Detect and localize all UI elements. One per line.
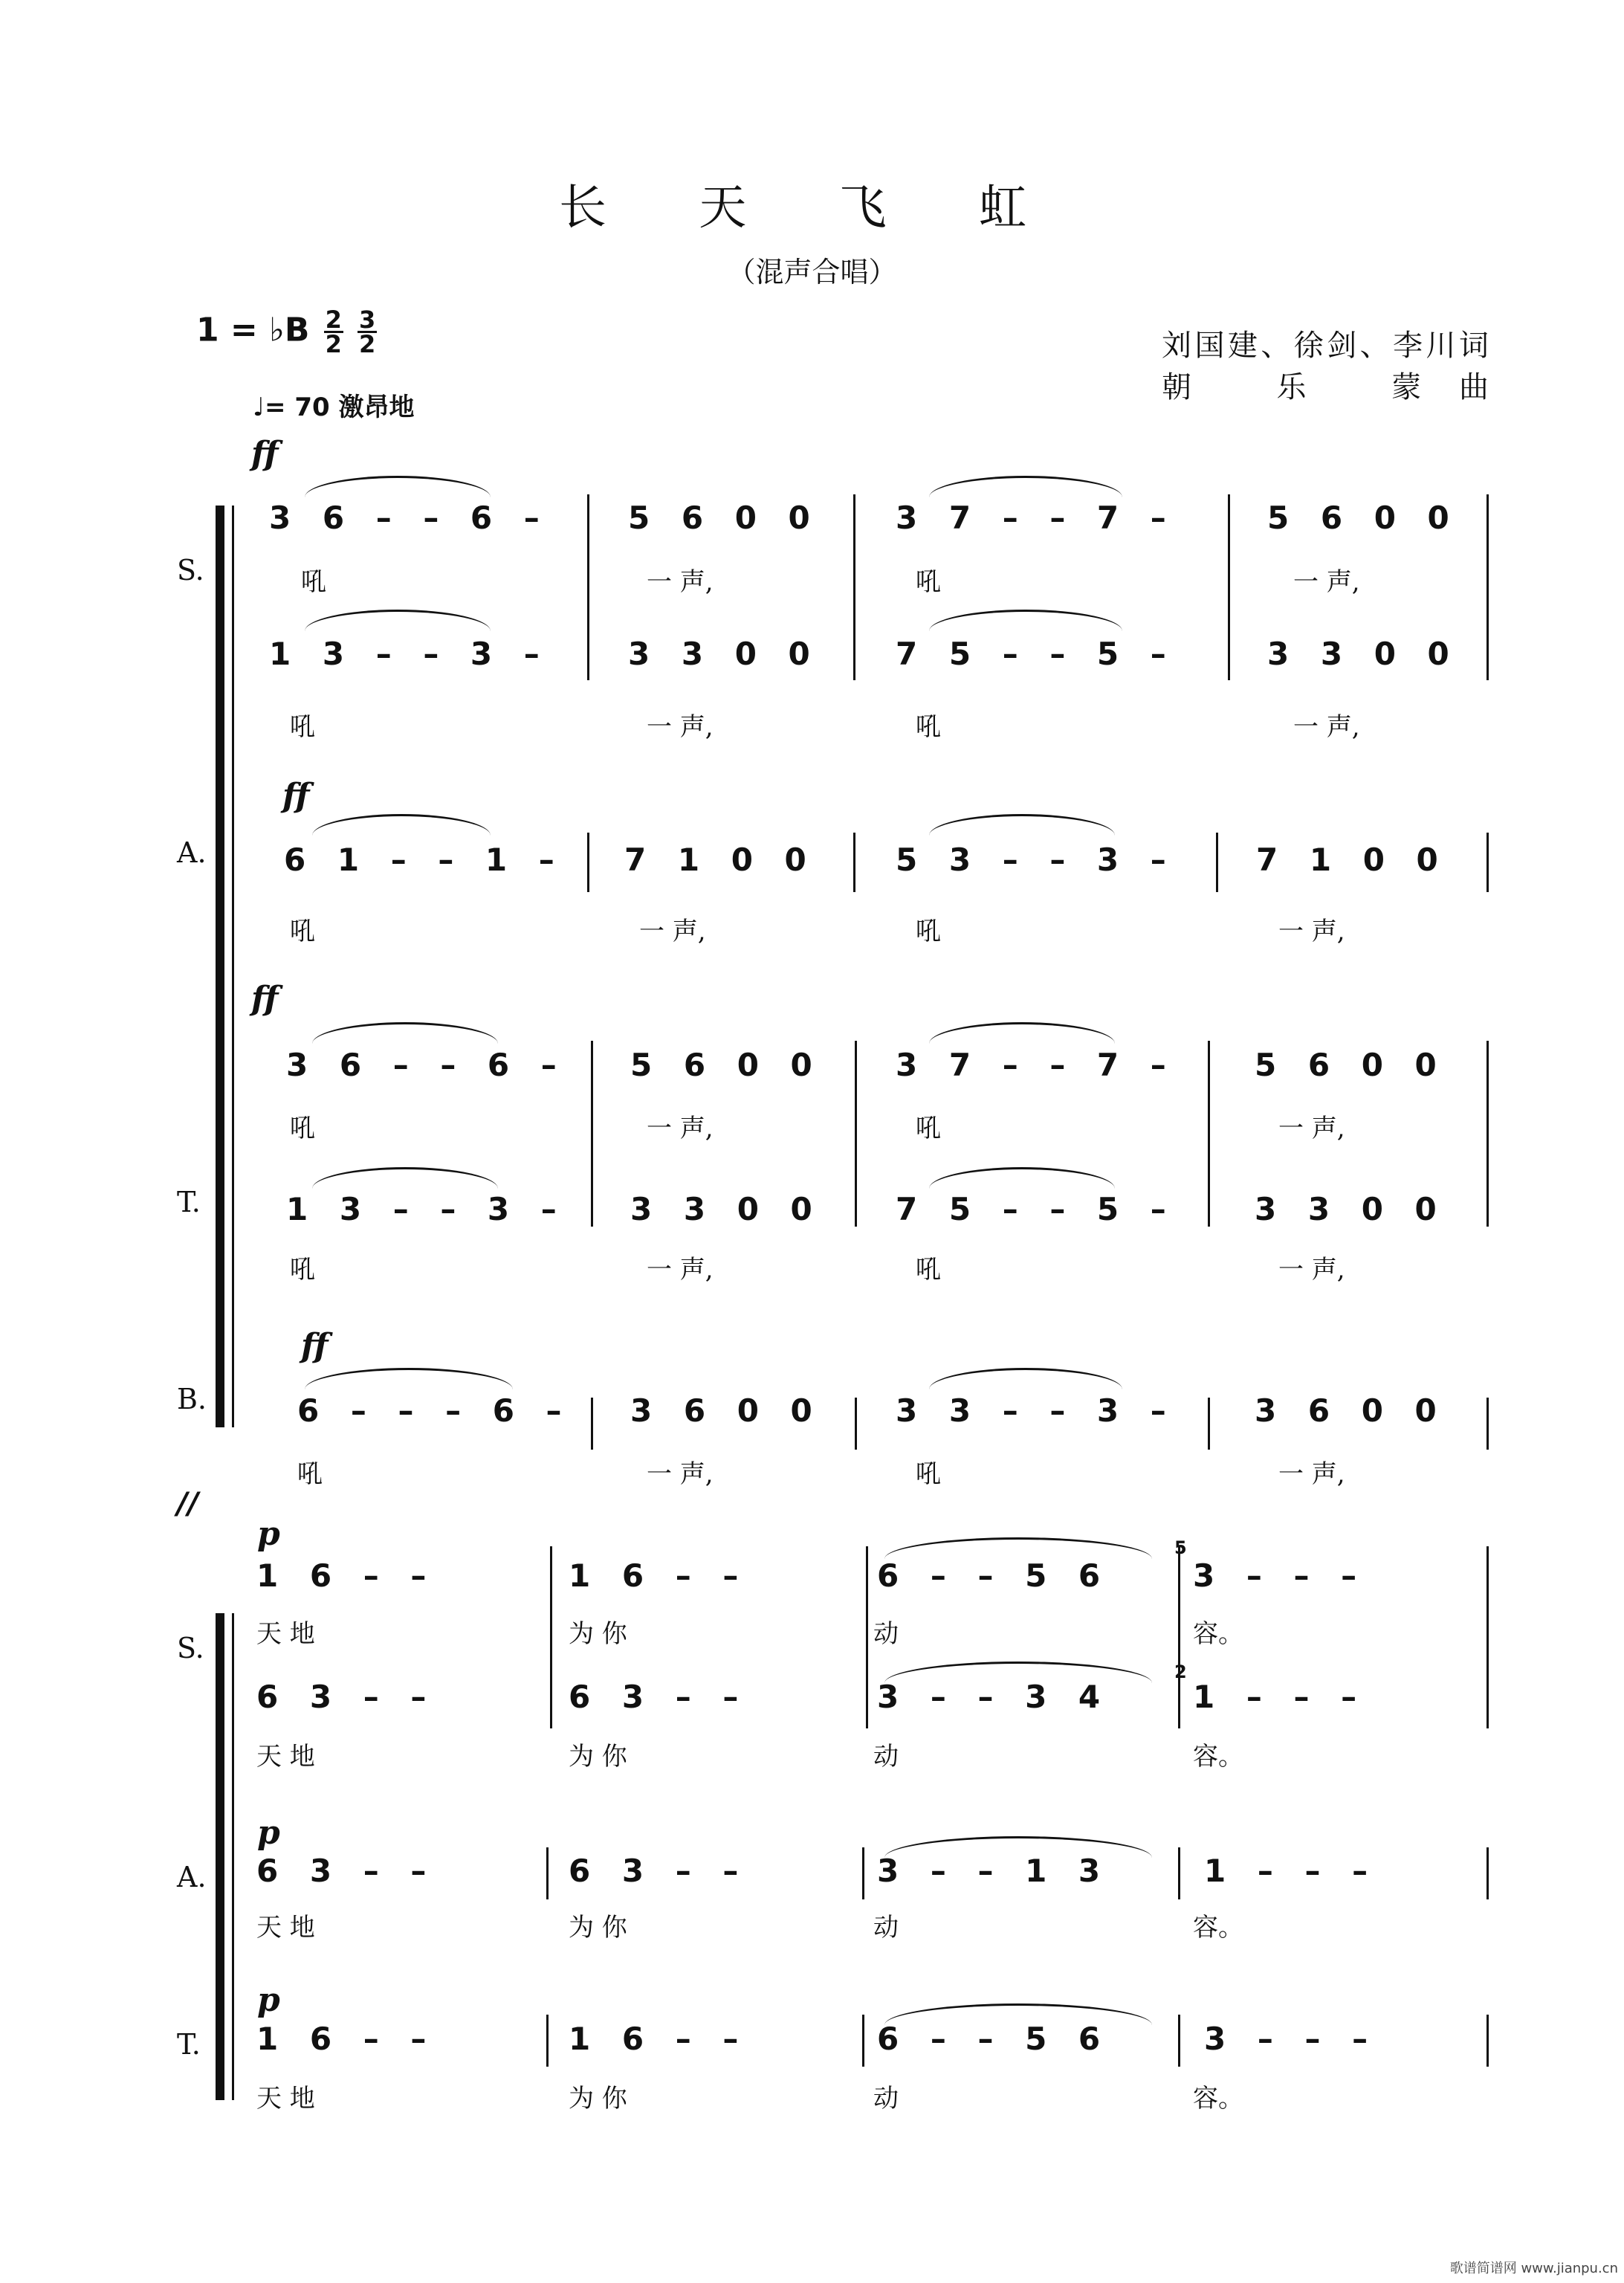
lyric: 一 声,: [1293, 712, 1360, 742]
slur: [929, 1368, 1122, 1389]
voice-label-tenor: T.: [177, 2028, 201, 2061]
barline: [591, 1041, 593, 1227]
barline: [1486, 494, 1489, 680]
barline: [1486, 833, 1489, 892]
notes-measure: 3 3 0 0: [1255, 1191, 1437, 1227]
notes-measure: 3 7 – – 7 –: [896, 500, 1166, 536]
slur: [312, 1022, 498, 1044]
barline: [1228, 494, 1230, 680]
slur: [312, 1167, 498, 1189]
dynamic-ff: ff: [301, 1327, 329, 1365]
lyric: 为 你: [569, 1913, 627, 1943]
lyric: 为 你: [569, 1619, 627, 1649]
lyric: 吼: [290, 1255, 315, 1285]
notes-measure: 1 – – –: [1204, 1853, 1368, 1889]
notes-measure: 6 3 – –: [569, 1679, 739, 1715]
barline: [1208, 1041, 1210, 1227]
barline: [1486, 1398, 1489, 1450]
lyric: 吼: [916, 712, 941, 742]
notes-measure: 3 6 – – 6 –: [286, 1047, 557, 1083]
barline: [1486, 1041, 1489, 1227]
notes-measure: 1 – – –: [1193, 1679, 1357, 1715]
voice-label-bass: B.: [177, 1383, 207, 1415]
barline: [866, 1546, 868, 1728]
notes-measure: 7 1 0 0: [1256, 842, 1438, 878]
notes-measure: 6 3 – –: [569, 1853, 739, 1889]
lyric: 容。: [1193, 1913, 1243, 1943]
system2-line: [232, 1613, 234, 2100]
lyric: 吼: [916, 567, 941, 597]
notes-measure: 3 6 0 0: [1255, 1392, 1437, 1429]
lyric: 天 地: [256, 2084, 315, 2114]
slur: [312, 814, 491, 836]
lyric: 动: [873, 1619, 899, 1649]
notes-measure: 6 3 – –: [256, 1853, 427, 1889]
notes-measure: 5 3 – – 3 –: [896, 842, 1166, 878]
composer: 朝 乐 蒙曲: [1162, 370, 1489, 404]
subtitle: （混声合唱）: [727, 256, 897, 288]
dynamic-ff: ff: [282, 777, 310, 815]
slur: [929, 610, 1122, 631]
lyric: 为 你: [569, 1742, 627, 1772]
time-sig-2: $\frac{3}{2}$: [358, 306, 376, 358]
notes-measure: 3 – – –: [1204, 2021, 1368, 2057]
dynamic-p: p: [257, 1814, 280, 1852]
dynamic-ff: ff: [251, 435, 279, 473]
credits: [1162, 325, 1489, 408]
lyric: 吼: [916, 1114, 941, 1143]
section-mark: //: [177, 1487, 199, 1521]
voice-label-soprano: S.: [177, 1632, 204, 1664]
lyric: 一 声,: [1293, 567, 1360, 597]
notes-measure: 6 – – – 6 –: [297, 1392, 562, 1429]
lyric: 一 声,: [647, 1114, 714, 1143]
notes-measure: 6 3 – –: [256, 1679, 427, 1715]
slur: [305, 1368, 513, 1389]
notes-measure: 5 6 0 0: [630, 1047, 812, 1083]
key-text: 1 = ♭B: [196, 311, 310, 349]
lyric: 吼: [290, 712, 315, 742]
lyric: 一 声,: [647, 567, 714, 597]
barline: [550, 1546, 552, 1728]
barline: [853, 833, 855, 892]
notes-measure: 1 6 – –: [569, 1557, 739, 1594]
notes-measure: 6 1 – – 1 –: [284, 842, 554, 878]
lyric: 为 你: [569, 2084, 627, 2114]
notes-measure: 3 6 0 0: [630, 1392, 812, 1429]
tempo-marking: ♩= 70 激昂地: [253, 393, 415, 422]
notes-measure: 3 3 – – 3 –: [896, 1392, 1166, 1429]
lyric: 动: [873, 1742, 899, 1772]
notes-measure: 5 6 0 0: [628, 500, 810, 536]
lyric: 一 声,: [1278, 1459, 1345, 1489]
slur: [929, 476, 1122, 497]
lyric: 天 地: [256, 1619, 315, 1649]
notes-measure: 3 7 – – 7 –: [896, 1047, 1166, 1083]
watermark: 歌谱简谱网 www.jianpu.cn: [1449, 2261, 1618, 2276]
lyric: 一 声,: [639, 917, 706, 946]
voice-label-alto: A.: [177, 1861, 207, 1893]
lyric: 吼: [916, 1459, 941, 1489]
dynamic-p: p: [257, 1515, 280, 1553]
key-signature: [196, 306, 377, 358]
notes-measure: 1 3 – – 3 –: [269, 636, 540, 672]
notes-measure: 3 – – 1 3: [877, 1853, 1101, 1889]
notes-measure: 7 5 – – 5 –: [896, 1191, 1166, 1227]
voice-label-alto: A.: [177, 836, 207, 869]
grace-note: 2: [1174, 1662, 1187, 1682]
notes-measure: 7 5 – – 5 –: [896, 636, 1166, 672]
barline: [546, 2015, 549, 2067]
lyric: 吼: [290, 1114, 315, 1143]
lyric: 吼: [290, 917, 315, 946]
lyric: 吼: [297, 1459, 323, 1489]
notes-measure: 1 6 – –: [569, 2021, 739, 2057]
slur: [305, 476, 491, 497]
lyric: 容。: [1193, 1742, 1243, 1772]
slur: [929, 814, 1115, 836]
notes-measure: 1 6 – –: [256, 2021, 427, 2057]
dynamic-p: p: [257, 1981, 280, 2019]
barline: [1486, 1847, 1489, 1899]
barline: [862, 2015, 864, 2067]
notes-measure: 3 – – –: [1193, 1557, 1357, 1594]
notes-measure: 5 6 0 0: [1267, 500, 1449, 536]
barline: [1486, 1546, 1489, 1728]
notes-measure: 3 3 0 0: [630, 1191, 812, 1227]
notes-measure: 3 – – 3 4: [877, 1679, 1101, 1715]
lyric: 一 声,: [647, 1459, 714, 1489]
grace-note: 5: [1174, 1537, 1187, 1558]
lyric: 吼: [916, 917, 941, 946]
barline: [855, 1398, 857, 1450]
barline: [587, 833, 589, 892]
lyric: 天 地: [256, 1913, 315, 1943]
barline: [587, 494, 589, 680]
notes-measure: 6 – – 5 6: [877, 1557, 1101, 1594]
barline: [1178, 1847, 1180, 1899]
system2-bracket: [216, 1613, 224, 2100]
notes-measure: 5 6 0 0: [1255, 1047, 1437, 1083]
lyric: 一 声,: [1278, 1114, 1345, 1143]
voice-label-tenor: T.: [177, 1186, 201, 1218]
lyric: 一 声,: [1278, 1255, 1345, 1285]
system1-line: [232, 506, 234, 1427]
notes-measure: 6 – – 5 6: [877, 2021, 1101, 2057]
lyric: 容。: [1193, 1619, 1243, 1649]
lyric: 一 声,: [647, 1255, 714, 1285]
lyricists: 刘国建、徐剑、李川词: [1162, 329, 1489, 363]
barline: [1208, 1398, 1210, 1450]
voice-label-soprano: S.: [177, 554, 204, 587]
lyric: 天 地: [256, 1742, 315, 1772]
slur: [929, 1022, 1115, 1044]
time-sig-1: $\frac{2}{2}$: [325, 306, 342, 358]
notes-measure: 1 3 – – 3 –: [286, 1191, 557, 1227]
lyric: 吼: [301, 567, 326, 597]
barline: [862, 1847, 864, 1899]
slur: [305, 610, 491, 631]
page-title: 长 天 飞 虹: [558, 181, 1066, 236]
barline: [1178, 2015, 1180, 2067]
lyric: 吼: [916, 1255, 941, 1285]
barline: [855, 1041, 857, 1227]
notes-measure: 3 6 – – 6 –: [269, 500, 540, 536]
notes-measure: 7 1 0 0: [624, 842, 806, 878]
notes-measure: 1 6 – –: [256, 1557, 427, 1594]
barline: [853, 494, 855, 680]
lyric: 动: [873, 2084, 899, 2114]
lyric: 一 声,: [647, 712, 714, 742]
lyric: 动: [873, 1913, 899, 1943]
barline: [591, 1398, 593, 1450]
lyric: 一 声,: [1278, 917, 1345, 946]
notes-measure: 3 3 0 0: [1267, 636, 1449, 672]
barline: [1216, 833, 1218, 892]
barline: [1178, 1546, 1180, 1728]
system1-bracket: [216, 506, 224, 1427]
notes-measure: 3 3 0 0: [628, 636, 810, 672]
slur: [884, 1537, 1152, 1559]
barline: [546, 1847, 549, 1899]
barline: [1486, 2015, 1489, 2067]
dynamic-ff: ff: [251, 980, 279, 1018]
slur: [929, 1167, 1115, 1189]
lyric: 容。: [1193, 2084, 1243, 2114]
